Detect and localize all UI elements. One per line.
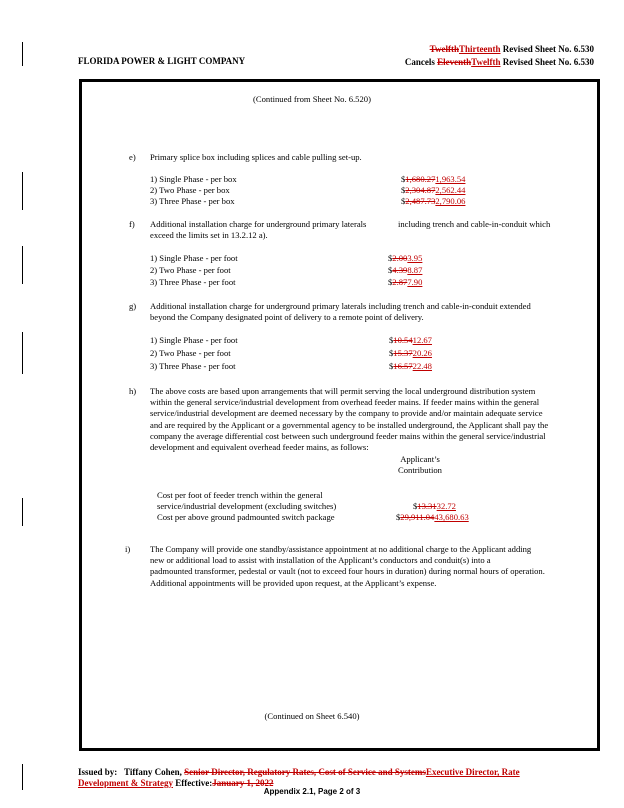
section-g-item-label: 1) Single Phase - per foot xyxy=(150,335,238,345)
text-line: The Company will provide one standby/assistance appointment at no additional charge to the Applicant adding xyxy=(150,544,532,554)
revision-bar xyxy=(22,498,23,526)
section-g-letter: g) xyxy=(129,301,137,311)
section-g-item-price: $15.3720.26 xyxy=(389,348,432,358)
section-f-item-label: 2) Two Phase - per foot xyxy=(150,265,231,275)
sheet-ordinal-deleted: Twelfth xyxy=(429,44,459,54)
effective-date-deleted: January 1, 2022 xyxy=(212,778,274,788)
text-line: new or additional load to assist with installation of the Applicant’s conductors and conduit(s) into a xyxy=(150,555,491,566)
cancels-ordinal-inserted: Twelfth xyxy=(471,57,501,67)
cancels-ordinal-deleted: Eleventh xyxy=(437,57,472,67)
issuer-title-inserted: Executive Director, Rate xyxy=(425,767,520,777)
cancels-rest: Revised Sheet No. 6.530 xyxy=(500,57,594,67)
text-line: company the average differential cost between such underground feeder mains within the general service/industrial xyxy=(150,430,546,441)
appendix-label: Appendix 2.1, Page 2 of 3 xyxy=(263,787,361,796)
contribution-heading: Contribution xyxy=(398,465,442,475)
section-e-item-label: 1) Single Phase - per box xyxy=(150,174,237,184)
section-f-letter: f) xyxy=(129,219,135,229)
section-e-letter: e) xyxy=(129,152,136,162)
revision-bar xyxy=(22,332,23,374)
text-line: The above costs are based upon arrangements that will permit serving the local underground distribution system xyxy=(150,386,536,396)
text-line: service/industrial development are deemed necessary by the company to provide and/or maintain adequate service xyxy=(150,408,543,419)
issuer-title-inserted-2: Development & Strategy xyxy=(78,778,173,788)
section-f-item-label: 1) Single Phase - per foot xyxy=(150,253,238,263)
text-line: within the general service/industrial development from overhead feeder mains. If feeder mains within the general xyxy=(150,397,540,408)
issued-by-line xyxy=(78,767,520,777)
section-e-item-label: 3) Three Phase - per box xyxy=(150,196,235,206)
text-line: development and equivalent overhead feeder mains, as follows: xyxy=(150,442,369,453)
section-h-paragraph xyxy=(150,386,595,453)
sheet-rest: Revised Sheet No. 6.530 xyxy=(500,44,594,54)
text-line: and are required by the Applicant or a governmental agency to be installed underground, the Applicant shall pay the xyxy=(150,419,549,430)
section-i-paragraph xyxy=(150,544,595,589)
revision-bar xyxy=(22,172,23,210)
section-f-line1a: Additional installation charge for underground primary laterals xyxy=(150,219,367,229)
issuer-title-deleted: Senior Director, Regulatory Rates, Cost of Service and Systems xyxy=(184,767,426,777)
section-e-item-label: 2) Two Phase - per box xyxy=(150,185,230,195)
issuer-name: Tiffany Cohen, xyxy=(124,767,182,777)
cancels-sheet xyxy=(405,57,594,67)
text-line: padmounted transformer, pedestal or vault (not to exceed four hours in duration) during normal hours of operation. xyxy=(150,566,545,577)
effective-label: Effective: xyxy=(172,778,213,788)
section-f-item-price: $4.398.87 xyxy=(388,265,423,275)
section-g-item-price: $16.5722.48 xyxy=(389,361,432,371)
section-f-line2: exceed the limits set in 13.2.12 a). xyxy=(150,230,268,240)
sheet-ordinal-inserted: Thirteenth xyxy=(459,44,501,54)
contribution-heading: Applicant’s xyxy=(400,454,440,464)
cost-switch-label: Cost per above ground padmounted switch package xyxy=(157,512,335,522)
section-f-item-price: $2.003.95 xyxy=(388,253,423,263)
issued-label: Issued by: xyxy=(78,767,118,777)
section-e-item-price: $1,680.271,963.54 xyxy=(401,174,466,184)
section-f-item-price: $2.877.90 xyxy=(388,277,423,287)
section-f-line1b: including trench and cable-in-conduit which xyxy=(398,219,551,229)
section-g-line2: beyond the Company designated point of delivery to a remote point of delivery. xyxy=(150,312,424,322)
sheet-number xyxy=(430,44,594,54)
revision-bar xyxy=(22,246,23,284)
section-f-item-label: 3) Three Phase - per foot xyxy=(150,277,236,287)
section-h-letter: h) xyxy=(129,386,137,396)
text-line: Additional appointments will be provided upon request, at the Applicant’s expense. xyxy=(150,577,437,588)
section-g-item-price: $10.5412.67 xyxy=(389,335,432,345)
cost-feeder-trench-price: $13.3132.72 xyxy=(413,501,456,511)
section-e-item-price: $2,487.732,790.06 xyxy=(401,196,466,206)
company-name: FLORIDA POWER & LIGHT COMPANY xyxy=(78,56,246,66)
section-e-item-price: $2,304.872,562.44 xyxy=(401,185,466,195)
cost-feeder-trench-label: Cost per foot of feeder trench within the general xyxy=(157,490,323,500)
continued-from: (Continued from Sheet No. 6.520) xyxy=(253,94,371,104)
section-g-item-label: 2) Two Phase - per foot xyxy=(150,348,231,358)
section-g-line1: Additional installation charge for underground primary laterals including trench and cable-in-conduit extended xyxy=(150,301,531,311)
cost-switch-price: $29,911.0443,680.63 xyxy=(396,512,469,522)
cost-feeder-trench-label: service/industrial development (excluding switches) xyxy=(157,501,337,511)
cancels-prefix: Cancels xyxy=(404,57,438,67)
section-e-text: Primary splice box including splices and cable pulling set-up. xyxy=(150,152,362,162)
section-g-item-label: 3) Three Phase - per foot xyxy=(150,361,236,371)
revision-bar xyxy=(22,42,23,66)
continued-on: (Continued on Sheet 6.540) xyxy=(264,711,360,721)
section-i-letter: i) xyxy=(125,544,131,554)
